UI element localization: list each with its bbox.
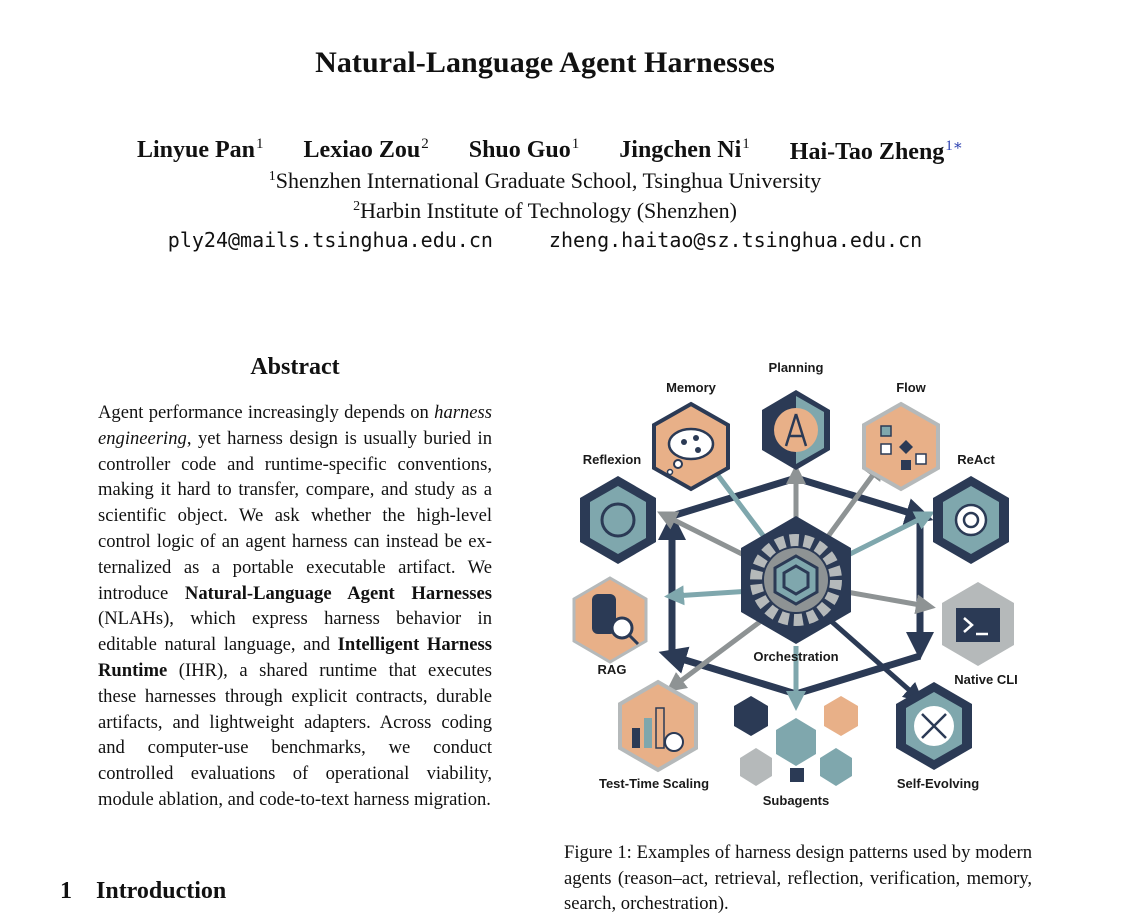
affiliation xyxy=(0,168,1090,194)
figure-harness-patterns xyxy=(566,356,1026,816)
figure-caption: Figure 1: Examples of harness design patterns used by modern agents (reason–act, retrieval, reflection, verification, memory, search, orchestration). xyxy=(564,842,1032,915)
abstract-text: (IHR), a shared runtime that executes these harnesses through explicit contracts, durable artifacts, and lightweight adapters. Across coding and computer-use benchmarks, we conduct controlled evaluations of operational viability, module ablation, and code-to-text harness migration. xyxy=(98,659,492,810)
author xyxy=(619,136,750,166)
thought-bubble-icon xyxy=(669,429,713,459)
label-reflexion: Reflexion xyxy=(582,452,642,467)
pattern-reflexion xyxy=(580,476,656,564)
abstract-term-ihr: Intelligent Harness Runtime xyxy=(98,634,492,681)
label-test-time-scaling: Test-Time Scaling xyxy=(598,776,710,791)
flowchart-icon xyxy=(881,426,891,436)
email: zheng.haitao@sz.tsinghua.edu.cn xyxy=(548,228,923,252)
pattern-rag xyxy=(574,578,646,662)
author-affil-mark: 1 xyxy=(256,136,264,152)
section-title: Introduction xyxy=(96,878,227,904)
abstract-paragraph xyxy=(98,400,492,813)
affiliation-mark: 1 xyxy=(268,169,276,184)
author xyxy=(790,136,963,166)
label-subagents: Subagents xyxy=(762,793,830,808)
author-name: Lexiao Zou xyxy=(303,137,421,163)
label-planning: Planning xyxy=(768,360,824,375)
label-memory: Memory xyxy=(666,380,716,395)
affiliation xyxy=(0,198,1090,224)
section-heading-introduction xyxy=(60,878,226,905)
abstract-heading: Abstract xyxy=(250,354,340,380)
affiliation-mark: 2 xyxy=(353,199,361,214)
bar-chart-icon xyxy=(632,728,640,748)
harness-diagram xyxy=(566,356,1026,816)
pattern-memory xyxy=(654,404,728,489)
abstract-text: (NLAHs), which express harness behavior in editable natural language, and xyxy=(98,608,492,656)
abstract-body xyxy=(98,400,492,813)
author-name: Hai-Tao Zheng xyxy=(789,139,945,165)
author-affil-mark: 1∗ xyxy=(945,138,963,154)
pattern-native-cli xyxy=(942,582,1014,666)
abstract-text: Agent performance increasingly depends on xyxy=(98,402,435,423)
section-number: 1 xyxy=(60,878,72,904)
author-affil-mark: 1 xyxy=(571,136,580,152)
affiliation-text: Harbin Institute of Technology (Shenzhen) xyxy=(360,198,737,223)
label-react: ReAct xyxy=(957,452,995,467)
label-self-evolving: Self-Evolving xyxy=(896,776,980,791)
author-affil-mark: 2 xyxy=(421,136,429,152)
email-list xyxy=(0,228,1090,252)
author-name: Jingchen Ni xyxy=(619,137,742,163)
author-list xyxy=(0,136,1100,166)
author xyxy=(137,136,264,166)
terminal-icon xyxy=(956,608,1000,642)
pattern-test-time-scaling xyxy=(620,682,696,770)
pattern-planning xyxy=(762,390,830,470)
cycle-chat-icon xyxy=(956,505,986,535)
author xyxy=(304,136,429,166)
author-affil-mark: 1 xyxy=(742,136,750,152)
paper-title: Natural-Language Agent Harnesses xyxy=(315,46,775,79)
label-orchestration: Orchestration xyxy=(753,649,839,664)
abstract-text: , yet harness design is usually buried in controller code and runtime-specific conventions, making it hard to transfer, compare, and study as a scientific object. We ask whether the high-level control logic of an agent harness can instead be externalized as a portable executable artifact. We introduce xyxy=(98,427,492,604)
affiliation-text: Shenzhen International Graduate School, Tsinghua University xyxy=(275,168,822,193)
chip-icon xyxy=(776,718,816,766)
author xyxy=(469,136,580,166)
pattern-react xyxy=(933,476,1009,564)
label-flow: Flow xyxy=(896,380,926,395)
pattern-flow xyxy=(864,404,938,489)
abstract-term-nlah: Natural-Language Agent Harnesses xyxy=(184,582,492,604)
abstract-emphasis: harness engineering xyxy=(98,402,492,449)
label-native-cli: Native CLI xyxy=(954,672,1018,687)
label-rag: RAG xyxy=(597,662,627,677)
pattern-self-evolving xyxy=(896,682,972,770)
author-name: Shuo Guo xyxy=(468,137,571,163)
author-name: Linyue Pan xyxy=(137,137,256,163)
pattern-subagents xyxy=(734,696,858,786)
email: ply24@mails.tsinghua.edu.cn xyxy=(167,228,493,252)
